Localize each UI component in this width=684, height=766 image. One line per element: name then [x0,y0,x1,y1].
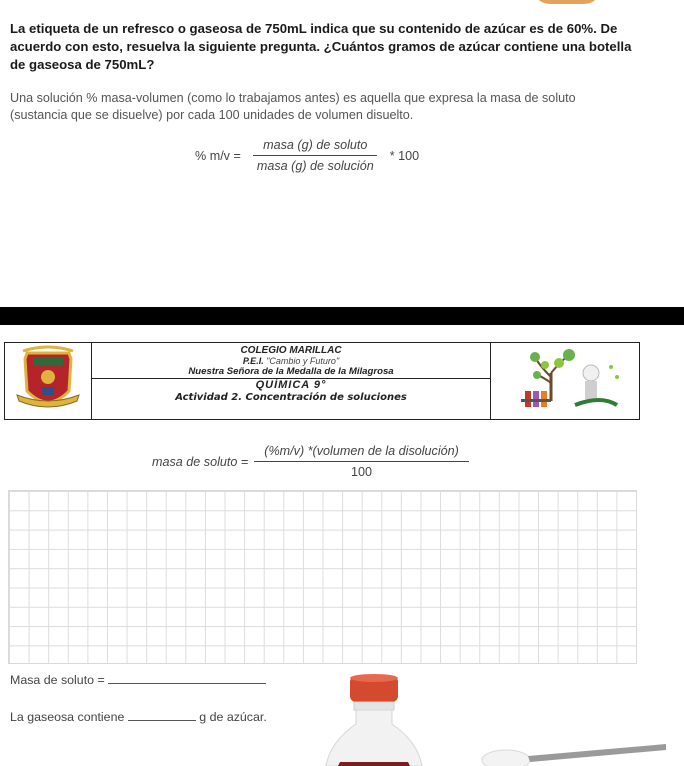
sugar-sentence-start: La gaseosa contiene [10,710,125,724]
formula-lhs: masa de soluto = [152,454,249,469]
pei-motto: "Cambio y Futuro" [266,356,340,366]
soda-bottle-icon [300,672,460,766]
mass-answer-label: Masa de soluto = [10,673,105,687]
pei-line [92,356,490,366]
school-crest-icon [5,343,91,419]
formula-denominator: masa (g) de solución [256,159,374,173]
pei-label: P.E.I. [242,356,264,366]
activity-title: Actividad 2. Concentración de soluciones [175,392,407,403]
formula-fraction [254,444,469,479]
formula-fraction [247,138,384,173]
mass-answer-line [10,673,266,687]
spoon-icon [480,738,670,766]
worksheet-header [4,342,640,420]
percent-mv-formula [195,138,419,173]
school-name: COLEGIO MARILLAC [240,345,342,356]
lab-image-cell [491,343,639,419]
intro-text: Una solución % masa-volumen (como lo trabajamos antes) es aquella que expresa la masa de soluto (sustancia que se disuelve) por cada 100 unidades de volumen disuelto. [10,91,576,122]
formula-lhs: % m/v = [195,148,241,163]
page-separator [0,307,684,325]
formula-numerator: (%m/v) *(volumen de la disolución) [254,444,469,462]
formula-numerator: masa (g) de soluto [253,138,377,156]
sugar-sentence-end: g de azúcar. [199,710,267,724]
formula-rhs: * 100 [389,148,420,163]
subject-title: QUÍMICA 9° [255,379,327,391]
sugar-answer-line [10,710,267,724]
school-info-cell [92,343,491,419]
school-logo-cell [5,343,92,419]
mass-solute-formula [152,444,475,479]
patroness-line: Nuestra Señora de la Medalla de la Milagrosa [188,366,394,377]
lab-equipment-icon [491,343,639,419]
work-grid[interactable] [8,490,637,664]
formula-denominator: 100 [351,465,373,479]
mass-answer-blank[interactable] [108,683,266,684]
question-text: La etiqueta de un refresco o gaseosa de 750mL indica que su contenido de azúcar es de 60%. De acuerdo con esto, resuelva la siguiente pregunta. ¿Cuántos gramos de azúcar contiene una botella de gaseosa de 750mL? [10,21,632,72]
decorative-shape [532,0,602,4]
sugar-answer-blank[interactable] [128,720,196,721]
